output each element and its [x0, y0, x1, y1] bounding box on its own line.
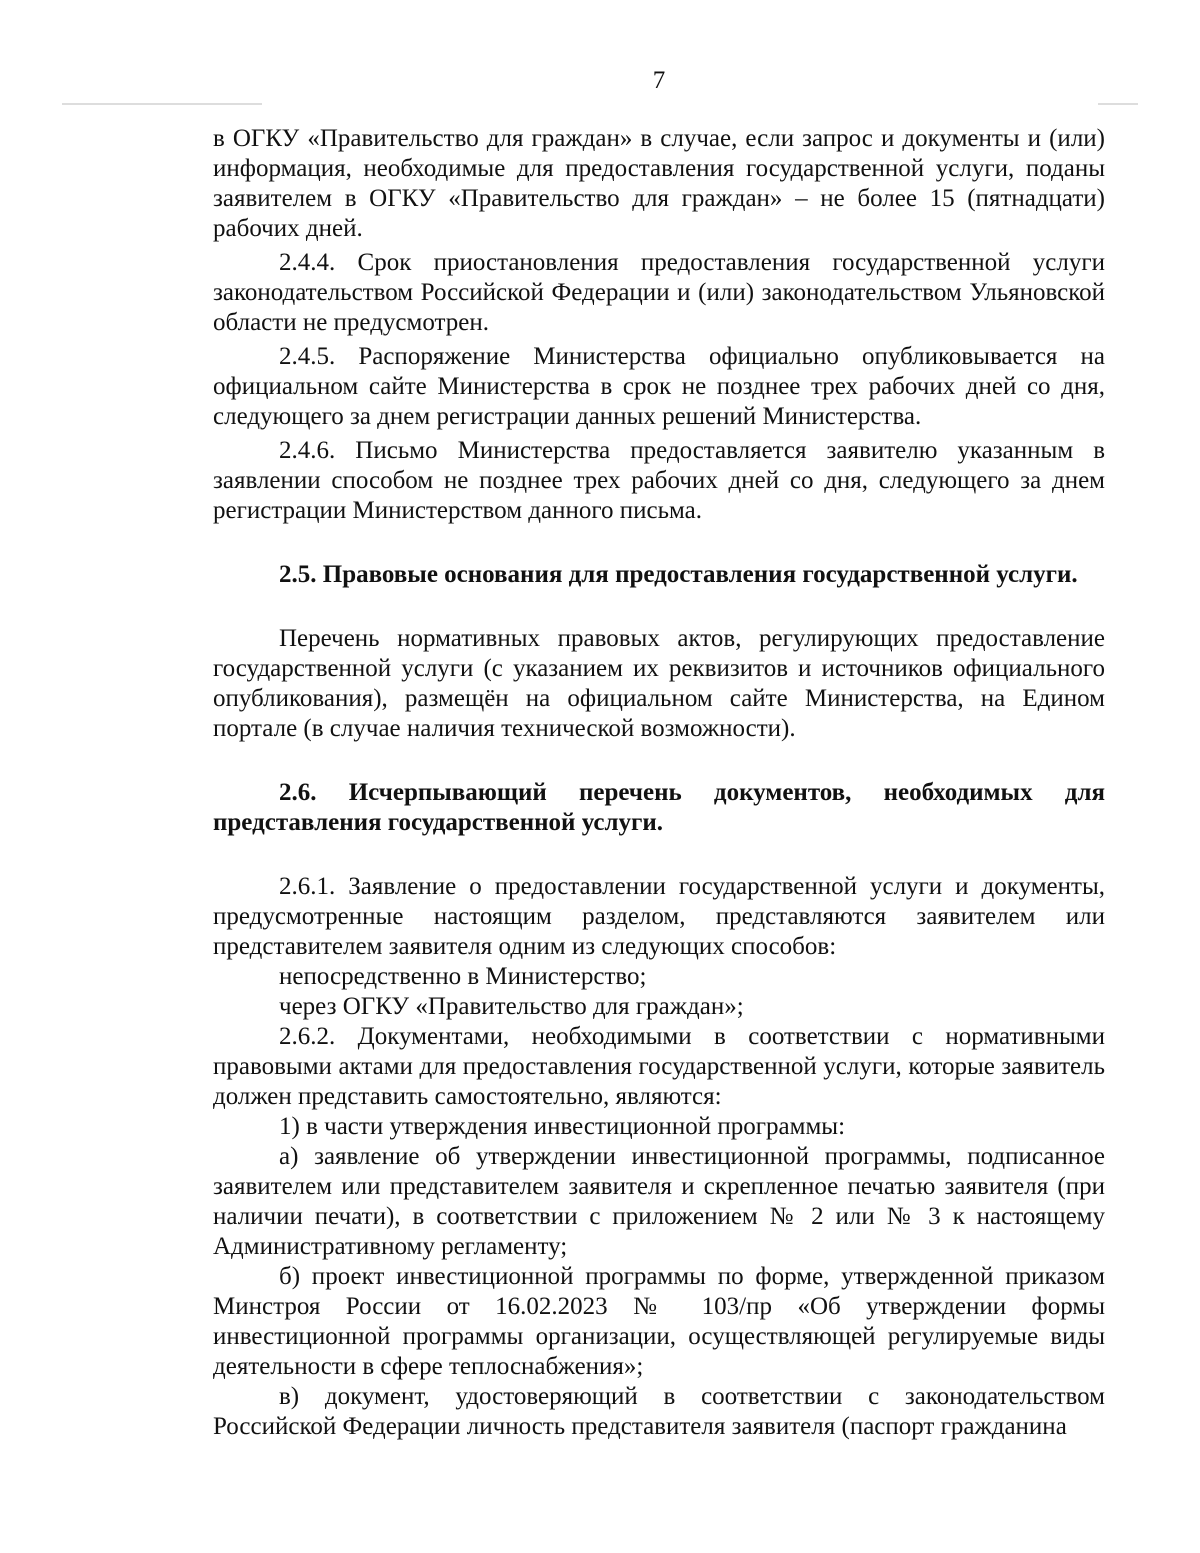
paragraph-2-6-1: 2.6.1. Заявление о предоставлении государственной услуги и документы, предусмотренные настоящим разделом, представляются заявителем или представителем заявителя одним из следующих способов:: [213, 873, 1105, 960]
paragraph-2-4-5: 2.4.5. Распоряжение Министерства официально опубликовывается на официальном сайте Министерства в срок не позднее трех рабочих дней со дня, следующего за днем регистрации данных решений Министерства.: [213, 343, 1105, 430]
list-item-ogku: через ОГКУ «Правительство для граждан»;: [279, 993, 744, 1020]
list-item-v: в) документ, удостоверяющий в соответствии с законодательством Российской Федерации личность представителя заявителя (паспорт гражданина: [213, 1383, 1105, 1440]
list-item-1: 1) в части утверждения инвестиционной программы:: [279, 1113, 846, 1140]
scan-artifact-left: [62, 103, 262, 105]
paragraph-2-6-2: 2.6.2. Документами, необходимыми в соответствии с нормативными правовыми актами для предоставления государственной услуги, которые заявитель должен представить самостоятельно, являются:: [213, 1023, 1105, 1110]
paragraph-continuation: в ОГКУ «Правительство для граждан» в случае, если запрос и документы и (или) информация, необходимые для предоставления государственной услуги, поданы заявителем в ОГКУ «Правительство для граждан» – не более 15 (пятнадцати) рабочих дней.: [213, 125, 1105, 242]
scan-artifact-right: [1098, 103, 1138, 105]
document-body: [213, 124, 1105, 1442]
section-heading-2-6: 2.6. Исчерпывающий перечень документов, необходимых для представления государственной услуги.: [213, 779, 1105, 836]
list-item-a: а) заявление об утверждении инвестиционной программы, подписанное заявителем или представителем заявителя и скрепленное печатью заявителя (при наличии печати), в соответствии с приложением № 2 или № 3 к настоящему Административному регламенту;: [213, 1143, 1105, 1260]
paragraph-2-4-4: 2.4.4. Срок приостановления предоставления государственной услуги законодательством Российской Федерации и (или) законодательством Ульяновской области не предусмотрен.: [213, 249, 1105, 336]
list-item-b: б) проект инвестиционной программы по форме, утвержденной приказом Минстроя России от 16.02.2023 № 103/пр «Об утверждении формы инвестиционной программы организации, осуществляющей регулируемые виды деятельности в сфере теплоснабжения»;: [213, 1263, 1105, 1380]
list-item-ministry: непосредственно в Министерство;: [279, 963, 647, 990]
page-number: 7: [652, 67, 666, 94]
paragraph-2-5-body: Перечень нормативных правовых актов, регулирующих предоставление государственной услуги (с указанием их реквизитов и источников официального опубликования), размещён на официальном сайте Министерства, на Едином портале (в случае наличия технической возможности).: [213, 625, 1105, 742]
paragraph-2-4-6: 2.4.6. Письмо Министерства предоставляется заявителю указанным в заявлении способом не позднее трех рабочих дней со дня, следующего за днем регистрации Министерством данного письма.: [213, 437, 1105, 524]
section-heading-2-5: 2.5. Правовые основания для предоставления государственной услуги.: [279, 561, 1078, 588]
